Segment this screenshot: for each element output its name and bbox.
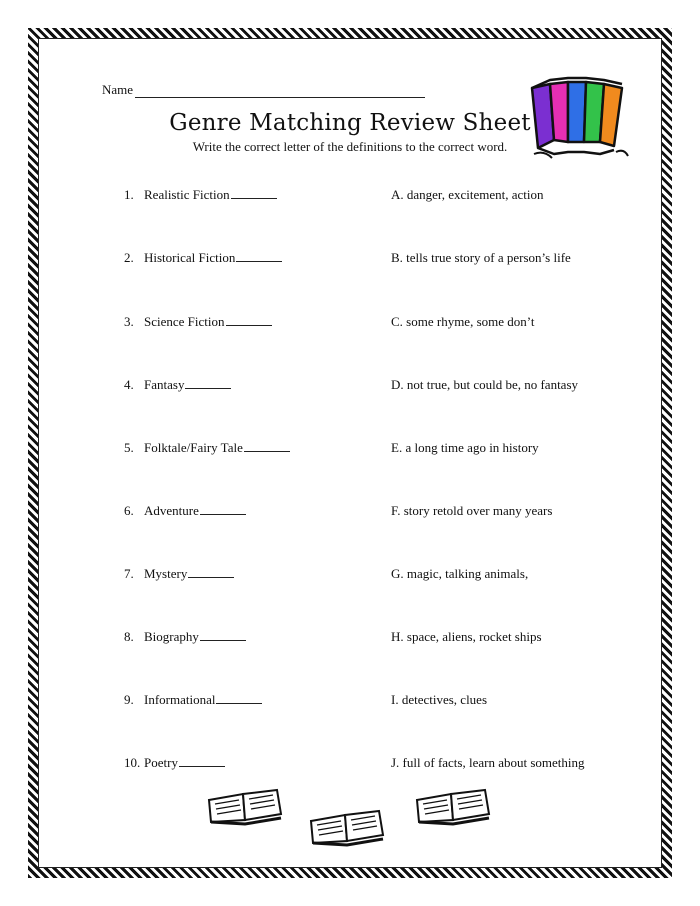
answer-blank[interactable] <box>216 693 262 704</box>
genre-item-10: 10. Poetry <box>124 755 225 771</box>
answer-blank[interactable] <box>231 188 277 199</box>
genre-item-5: 5. Folktale/Fairy Tale <box>124 440 290 456</box>
definition-e: E. a long time ago in history <box>391 440 539 455</box>
genre-item-1: 1. Realistic Fiction <box>124 187 277 203</box>
open-book-icon <box>205 786 285 826</box>
answer-blank[interactable] <box>200 504 246 515</box>
answer-blank[interactable] <box>226 315 272 326</box>
answer-blank[interactable] <box>244 441 290 452</box>
instructions: Write the correct letter of the definitions to the correct word. <box>192 139 508 154</box>
definition-j: J. full of facts, learn about something <box>391 755 585 770</box>
definition-h: H. space, aliens, rocket ships <box>391 629 542 644</box>
page-title: Genre Matching Review Sheet <box>169 110 531 136</box>
answer-blank[interactable] <box>179 756 225 767</box>
definition-f: F. story retold over many years <box>391 503 553 518</box>
name-field[interactable] <box>102 82 425 98</box>
definition-a: A. danger, excitement, action <box>391 187 544 202</box>
genre-item-7: 7. Mystery <box>124 566 234 582</box>
name-blank-line[interactable] <box>135 85 425 98</box>
open-book-icon <box>307 805 387 847</box>
definition-b: B. tells true story of a person’s life <box>391 250 571 265</box>
genre-item-9: 9. Informational <box>124 692 262 708</box>
definition-i: I. detectives, clues <box>391 692 488 707</box>
answer-blank[interactable] <box>185 378 231 389</box>
genre-item-2: 2. Historical Fiction <box>124 250 282 266</box>
genre-item-8: 8. Biography <box>124 629 246 645</box>
definition-c: C. some rhyme, some don’t <box>391 314 535 329</box>
colorful-books-icon <box>524 70 634 165</box>
name-label: Name <box>102 82 134 97</box>
answer-blank[interactable] <box>236 251 282 262</box>
answer-blank[interactable] <box>200 630 246 641</box>
genre-item-4: 4. Fantasy <box>124 377 231 393</box>
genre-item-3: 3. Science Fiction <box>124 314 272 330</box>
genre-item-6: 6. Adventure <box>124 503 246 519</box>
definition-g: G. magic, talking animals, <box>391 566 529 581</box>
definition-d: D. not true, but could be, no fantasy <box>391 377 579 392</box>
answer-blank[interactable] <box>188 567 234 578</box>
open-book-icon <box>413 786 493 826</box>
